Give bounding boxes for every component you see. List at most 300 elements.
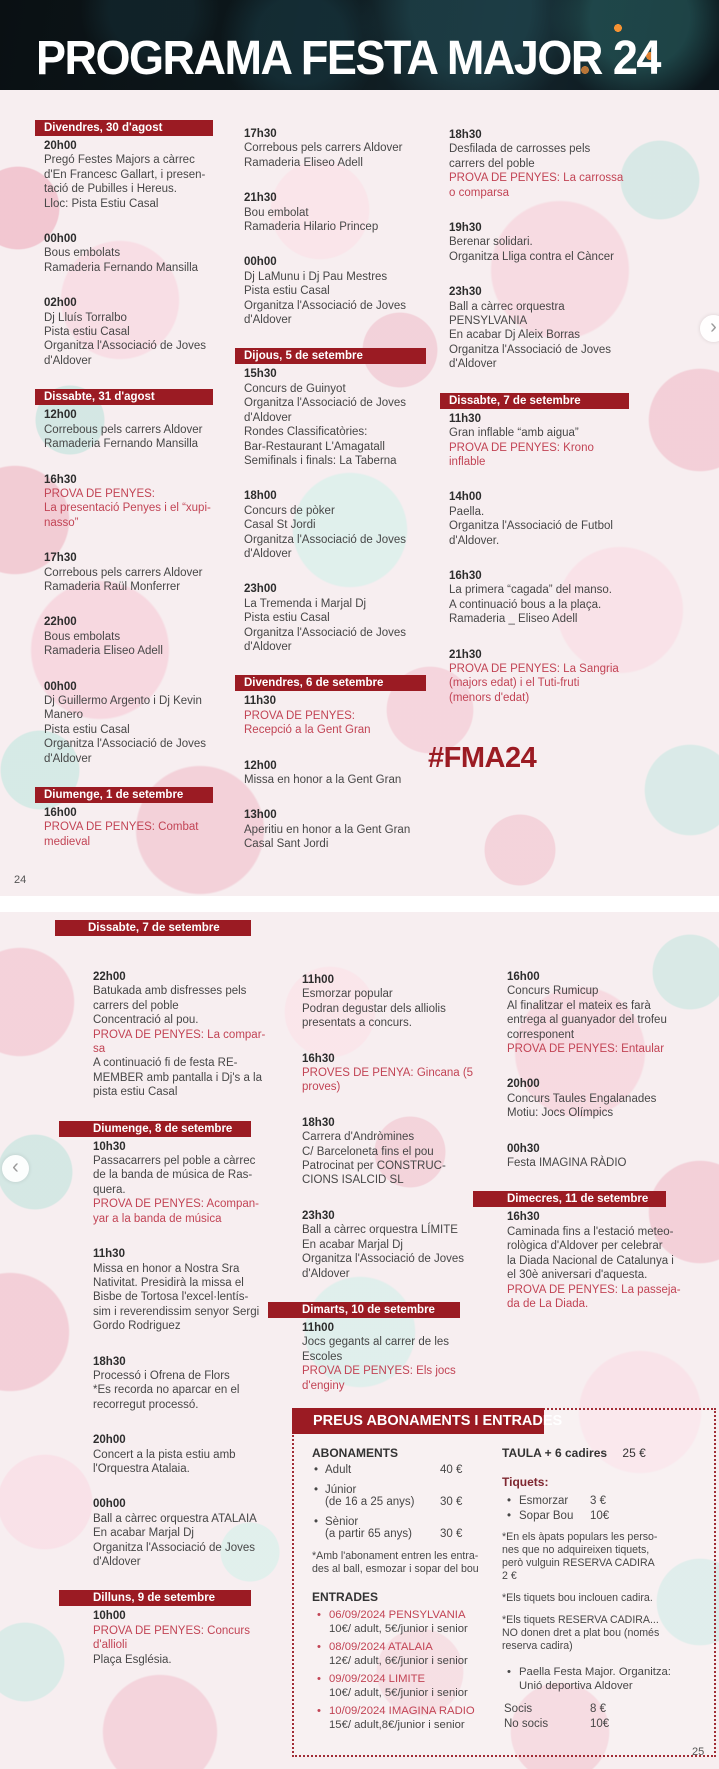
event-block xyxy=(44,408,213,451)
bullet-icon: • xyxy=(317,1609,321,1621)
abonament-label: Adult xyxy=(325,1464,352,1476)
event-line: Semifinals i finals: La Taberna xyxy=(244,454,397,467)
entrades-heading: ENTRADES xyxy=(312,1590,379,1604)
event-time: 21h30 xyxy=(449,648,482,661)
event-line: MEMBER amb pantalla i Dj's a la xyxy=(93,1071,263,1084)
event-time: 15h30 xyxy=(244,368,277,381)
socis-label: Socis xyxy=(504,1703,533,1715)
prova-line: da de La Diada. xyxy=(507,1297,589,1310)
event-line: Jocs gegants al carrer de les xyxy=(302,1336,450,1349)
event-line: Bisbe de Tortosa l'excel·lentís- xyxy=(93,1291,249,1304)
event-line: C/ Barceloneta fins el pou xyxy=(302,1145,434,1158)
prova-line: PROVA DE PENYES: Els jocs xyxy=(302,1365,456,1378)
event-line: Casal Sant Jordi xyxy=(244,838,329,851)
abonament-price: 30 € xyxy=(440,1496,463,1508)
tiquet-label: Sopar Bou xyxy=(519,1510,574,1522)
tiquet-item xyxy=(502,1510,704,1522)
event-line: d'Aldover xyxy=(244,411,292,424)
event-line: Organitza l'Associació de Joves xyxy=(449,343,611,356)
event-block xyxy=(244,127,426,170)
abonament-sub: (a partir 65 anys) xyxy=(325,1528,412,1540)
date-header-bar: Dilluns, 9 de setembre xyxy=(59,1590,251,1606)
event-block xyxy=(449,490,629,548)
entrada-item xyxy=(312,1608,488,1636)
event-block xyxy=(44,296,213,368)
taula-price: 25 € xyxy=(622,1446,646,1460)
event-line: Ramaderia Fernando Mansilla xyxy=(44,438,199,451)
note-line: *Els tiquets RESERVA CADIRA... xyxy=(502,1614,659,1626)
note-line: NO donen dret a plat bou (només xyxy=(502,1627,660,1639)
paella-line: Paella Festa Major. Organitza: xyxy=(519,1666,671,1678)
event-block xyxy=(449,412,629,470)
abonament-label: Sènior xyxy=(325,1516,359,1528)
abonament-price: 30 € xyxy=(440,1528,463,1540)
entrada-item xyxy=(312,1704,488,1732)
event-time: 11h30 xyxy=(93,1248,125,1261)
event-line: d'Aldover. xyxy=(449,534,500,547)
event-line: Concurs de Guinyot xyxy=(244,382,346,395)
abonaments-heading: ABONAMENTS xyxy=(312,1446,398,1460)
event-line: d'Aldover xyxy=(244,547,292,560)
event-block xyxy=(93,1247,260,1333)
event-line: tació de Pubilles i Hereus. xyxy=(44,183,177,196)
entrada-name: 08/09/2024 ATALAIA xyxy=(329,1641,433,1653)
event-line: Gordo Rodriguez xyxy=(93,1320,181,1333)
event-time: 16h30 xyxy=(44,473,77,486)
event-line: Concurs de pòker xyxy=(244,504,335,517)
event-line: Aperitiu en honor a la Gent Gran xyxy=(244,823,411,836)
event-line: el 30è aniversari d'aquesta. xyxy=(507,1269,648,1282)
event-line: Bous embolats xyxy=(44,247,121,260)
event-block xyxy=(302,1209,464,1281)
event-time: 18h30 xyxy=(449,129,482,141)
event-block xyxy=(244,759,426,788)
socis-price: 8 € xyxy=(590,1703,606,1715)
event-line: Pista estiu Casal xyxy=(44,723,130,736)
abonament-label: Júnior xyxy=(325,1484,357,1496)
event-line: Nativitat. Presidirà la missa el xyxy=(93,1276,244,1289)
note-line: *Els tiquets bou inclouen cadira. xyxy=(502,1592,653,1604)
tiquets-list xyxy=(502,1495,704,1522)
entrada-detail: 10€/ adult, 5€/junior i senior xyxy=(329,1687,468,1699)
event-line: corresponent xyxy=(507,1028,575,1041)
event-block xyxy=(507,1142,666,1171)
event-time: 11h30 xyxy=(449,412,481,425)
event-block xyxy=(93,1355,251,1413)
tiquet-item xyxy=(502,1495,704,1507)
chevron-right-icon: › xyxy=(710,316,717,338)
event-line: rològica d'Aldover per celebrar xyxy=(507,1240,663,1253)
event-time: 16h00 xyxy=(44,807,77,819)
prova-line: Recepció a la Gent Gran xyxy=(244,724,371,737)
abonament-price: 40 € xyxy=(440,1464,463,1476)
event-block xyxy=(244,255,426,327)
entrada-item xyxy=(312,1672,488,1700)
schedule-column-1 xyxy=(35,90,213,870)
event-block xyxy=(449,569,629,627)
prova-line: PROVA DE PENYES: xyxy=(44,487,155,500)
schedule-column-1 xyxy=(59,912,266,1688)
event-time: 18h30 xyxy=(93,1355,126,1368)
event-line: Concurs Rumicup xyxy=(507,985,599,998)
event-line: La Tremenda i Marjal Dj xyxy=(244,597,367,610)
event-line: presentats a concurs. xyxy=(302,1017,412,1030)
event-line: Organitza l'Associació de Futbol xyxy=(449,520,613,533)
schedule-column-2 xyxy=(235,90,426,873)
abonament-sub: (de 16 a 25 anys) xyxy=(325,1496,415,1508)
paella-item xyxy=(502,1665,704,1693)
event-line: Escoles xyxy=(302,1350,343,1363)
event-time: 00h00 xyxy=(44,233,77,246)
event-line: Correbous pels carrers Aldover xyxy=(244,142,403,155)
event-line: Correbous pels carrers Aldover xyxy=(44,566,203,579)
event-line: Concentració al pou. xyxy=(93,1014,199,1027)
event-block xyxy=(302,1321,460,1393)
prova-line: d'allioli xyxy=(93,1639,128,1652)
event-time: 18h00 xyxy=(244,490,277,503)
event-line: Plaça Església. xyxy=(93,1653,172,1666)
event-line: Patrocinat per CONSTRUC- xyxy=(302,1160,446,1173)
event-block xyxy=(244,694,426,737)
bullet-icon: • xyxy=(317,1641,321,1653)
event-line: entrega al guanyador del trofeu xyxy=(507,1014,667,1027)
event-line: Rondes Classificatòries: xyxy=(244,426,368,439)
abonament-note xyxy=(312,1550,488,1576)
date-header-bar: Divendres, 6 de setembre xyxy=(235,675,426,691)
event-line: A continuació bous a la plaça. xyxy=(449,598,602,611)
event-block xyxy=(449,128,629,200)
entrada-detail: 10€/ adult, 5€/junior i senior xyxy=(329,1623,468,1635)
paella-line: Unió deportiva Aldover xyxy=(519,1680,633,1692)
event-time: 23h30 xyxy=(302,1209,335,1222)
event-line: Desfilada de carrosses pels xyxy=(449,143,591,156)
event-line: d'Aldover xyxy=(44,752,92,765)
event-line: d'Aldover xyxy=(449,358,497,371)
event-line: En acabar Marjal Dj xyxy=(302,1238,403,1251)
tiquet-note xyxy=(502,1614,704,1653)
event-time: 14h00 xyxy=(449,491,482,504)
event-block xyxy=(302,1052,474,1095)
event-line: Ball a càrrec orquestra LÍMITE xyxy=(302,1224,458,1237)
taula-row xyxy=(502,1446,704,1460)
event-time: 00h00 xyxy=(93,1498,126,1511)
note-line: *Amb l'abonament entren les entra- xyxy=(312,1550,479,1562)
event-line: Pista estiu Casal xyxy=(244,285,330,298)
event-time: 17h30 xyxy=(44,552,77,565)
socis-list xyxy=(502,1703,704,1730)
event-line: la Diada Nacional de Catalunya i xyxy=(507,1254,674,1267)
prova-line: PROVA DE PENYES: Entaular xyxy=(507,1043,665,1056)
program-page-25 xyxy=(0,912,719,1769)
event-line: Berenar solidari. xyxy=(449,236,533,249)
event-line: Manero xyxy=(44,709,83,722)
socis-row xyxy=(502,1718,704,1730)
event-line: Ramaderia Eliseo Adell xyxy=(44,645,163,658)
entrada-name: 06/09/2024 PENSYLVANIA xyxy=(329,1609,466,1621)
tiquets-notes xyxy=(502,1531,704,1653)
event-line: de la banda de música de Ras- xyxy=(93,1169,253,1182)
abonament-item xyxy=(312,1464,488,1476)
event-time: 16h30 xyxy=(449,569,482,582)
prices-box xyxy=(292,1408,716,1757)
date-header-bar: Dimecres, 11 de setembre xyxy=(473,1191,666,1207)
abonaments-list xyxy=(312,1464,488,1540)
prova-line: PROVA DE PENYES: La passeja- xyxy=(507,1283,681,1296)
event-line: En acabar Dj Aleix Borras xyxy=(449,329,581,342)
prova-line: sa xyxy=(93,1043,106,1056)
event-line: Organitza l'Associació de Joves xyxy=(244,299,406,312)
prova-line: La presentació Penyes i el “xupi- xyxy=(44,502,211,515)
note-line: reserva cadira) xyxy=(502,1640,573,1652)
event-time: 16h00 xyxy=(507,971,540,983)
prices-left-column xyxy=(312,1446,488,1736)
event-time: 23h30 xyxy=(449,286,482,299)
event-time: 20h00 xyxy=(93,1434,126,1447)
event-block xyxy=(449,221,629,264)
prova-line: PROVA DE PENYES: La carrossa xyxy=(449,172,624,185)
event-block xyxy=(244,808,426,851)
prova-line: nasso” xyxy=(44,516,79,529)
event-block xyxy=(44,473,213,531)
event-time: 10h30 xyxy=(93,1140,126,1153)
event-line: Lloc: Pista Estiu Casal xyxy=(44,197,159,210)
socis-row xyxy=(502,1703,704,1715)
event-line: Dj Guillermo Argento i Dj Kevin xyxy=(44,694,202,707)
event-line: Organitza l'Associació de Joves xyxy=(244,397,406,410)
event-line: Missa en honor a la Gent Gran xyxy=(244,774,402,786)
event-line: carrers del poble xyxy=(93,999,179,1012)
prova-line: medieval xyxy=(44,835,91,848)
event-time: 21h30 xyxy=(244,192,277,205)
event-line: Concert a la pista estiu amb xyxy=(93,1448,236,1461)
event-line: l'Orquestra Atalaia. xyxy=(93,1462,190,1475)
prova-line: o comparsa xyxy=(449,186,510,199)
event-line: Dj LaMunu i Dj Pau Mestres xyxy=(244,270,388,283)
entrada-detail: 12€/ adult, 6€/junior i senior xyxy=(329,1655,468,1667)
event-block xyxy=(44,139,213,211)
event-line: d'Aldover xyxy=(244,640,292,653)
event-line: Ramaderia Fernando Mansilla xyxy=(44,261,199,274)
date-header-bar: Dissabte, 7 de setembre xyxy=(55,920,251,936)
event-line: Organitza l'Associació de Joves xyxy=(44,738,206,751)
event-line: Bar-Restaurant L'Amagatall xyxy=(244,440,385,453)
event-line: Organitza l'Associació de Joves xyxy=(244,533,406,546)
entrada-name: 09/09/2024 LIMITE xyxy=(329,1673,426,1685)
prices-right-column xyxy=(502,1446,704,1730)
socis-label: No socis xyxy=(504,1718,549,1730)
event-line: Carrera d'Andròmines xyxy=(302,1131,415,1144)
event-line: Organitza l'Associació de Joves xyxy=(44,340,206,353)
event-line: d'Aldover xyxy=(93,1556,141,1568)
event-block xyxy=(302,1116,460,1188)
event-time: 18h30 xyxy=(302,1116,335,1129)
event-line: Pista estiu Casal xyxy=(44,326,130,339)
event-line: Ramaderia _ Eliseo Adell xyxy=(449,613,578,626)
event-time: 22h00 xyxy=(93,971,126,983)
bullet-icon: • xyxy=(317,1673,321,1685)
date-header-bar: Dimarts, 10 de setembre xyxy=(268,1302,460,1318)
event-line: Paella. xyxy=(449,505,485,518)
abonament-item xyxy=(312,1516,488,1540)
prova-line: PROVA DE PENYES: Concurs xyxy=(93,1624,251,1637)
program-page-24 xyxy=(0,90,719,896)
event-block xyxy=(244,191,426,234)
bullet-icon: • xyxy=(314,1464,319,1476)
event-block xyxy=(244,367,426,468)
event-line: carrers del poble xyxy=(449,157,535,170)
event-line: Organitza l'Associació de Joves xyxy=(93,1541,255,1554)
event-line: Passacarrers pel poble a càrrec xyxy=(93,1155,256,1168)
event-line: Caminada fins a l'estació meteo- xyxy=(507,1225,674,1238)
event-line: d'Aldover xyxy=(44,354,92,367)
event-line: Ball a càrrec orquestra ATALAIA xyxy=(93,1512,257,1525)
prova-line: yar a la banda de música xyxy=(93,1212,222,1225)
entrada-name: 10/09/2024 IMAGINA RADIO xyxy=(329,1705,475,1717)
schedule-column-3 xyxy=(440,90,629,726)
event-block xyxy=(44,680,213,766)
event-block xyxy=(44,806,213,849)
bullet-icon: • xyxy=(507,1495,512,1507)
event-line: sim i reverendissim senyor Sergi xyxy=(93,1305,260,1318)
bullet-icon: • xyxy=(314,1484,319,1496)
event-time: 00h00 xyxy=(244,256,277,269)
note-line: nes que no adquireixen tiquets, xyxy=(502,1544,650,1556)
event-line: d'Aldover xyxy=(244,314,292,327)
entrada-item xyxy=(312,1640,488,1668)
header-photo xyxy=(0,0,719,90)
event-line: quera. xyxy=(93,1183,126,1196)
event-line: recorregut processó. xyxy=(93,1398,199,1411)
schedule-column-3 xyxy=(473,912,681,1332)
event-block xyxy=(244,489,426,561)
event-block xyxy=(93,1497,257,1569)
event-line: Bous embolats xyxy=(44,630,121,643)
prices-box-title: PREUS ABONAMENTS I ENTRADES xyxy=(292,1408,544,1434)
event-line: pista estiu Casal xyxy=(93,1086,178,1099)
schedule-column-2 xyxy=(268,912,474,1414)
entrada-detail: 15€/ adult,8€/junior i senior xyxy=(329,1719,465,1731)
event-line: Casal St Jordi xyxy=(244,519,316,532)
event-line: Gran inflable “amb aigua” xyxy=(449,427,579,440)
tiquet-price: 10€ xyxy=(590,1510,610,1522)
event-line: Podran degustar dels alliolis xyxy=(302,1002,446,1015)
event-time: 02h00 xyxy=(44,297,77,310)
prova-line: (majors edat) i el Tuti-fruti xyxy=(449,677,580,690)
date-header-bar: Diumenge, 8 de setembre xyxy=(59,1121,251,1137)
note-line: però vulguin RESERVA CADIRA xyxy=(502,1557,655,1569)
event-line: La primera “cagada” del manso. xyxy=(449,584,612,597)
event-time: 23h00 xyxy=(244,583,277,596)
page-number-25: 25 xyxy=(692,1746,705,1758)
date-header-bar: Diumenge, 1 de setembre xyxy=(35,787,213,803)
event-line: Ramaderia Raül Monferrer xyxy=(44,580,181,593)
bullet-icon: • xyxy=(317,1705,321,1717)
event-line: Organitza Lliga contra el Càncer xyxy=(449,250,614,263)
event-line: Dj Lluís Torralbo xyxy=(44,311,127,324)
event-line: Missa en honor a Nostra Sra xyxy=(93,1262,240,1275)
event-time: 11h00 xyxy=(302,974,334,986)
taula-label: TAULA + 6 cadires xyxy=(502,1446,608,1460)
hashtag-fma24: #FMA24 xyxy=(428,742,537,774)
event-line: Ball a càrrec orquestra xyxy=(449,300,565,313)
tiquet-note xyxy=(502,1531,704,1583)
date-header-bar: Dissabte, 7 de setembre xyxy=(440,393,629,409)
event-block xyxy=(244,582,426,654)
page-title: PROGRAMA FESTA MAJOR 24 xyxy=(36,29,660,85)
event-time: 10h00 xyxy=(93,1610,126,1623)
prova-line: inflable xyxy=(449,455,486,468)
event-line: Motiu: Jocs Olímpics xyxy=(507,1107,614,1120)
date-header-bar: Dissabte, 31 d'agost xyxy=(35,389,213,405)
event-line: Festa IMAGINA RÀDIO xyxy=(507,1157,627,1170)
event-block xyxy=(449,285,629,371)
event-time: 13h00 xyxy=(244,809,277,822)
event-line: CIONS ISALCID SL xyxy=(302,1174,404,1187)
event-time: 22h00 xyxy=(44,616,77,629)
event-line: Ramaderia Eliseo Adell xyxy=(244,156,363,169)
event-block xyxy=(507,1210,681,1311)
event-line: d'Aldover xyxy=(302,1267,350,1280)
event-block xyxy=(44,551,213,594)
event-block xyxy=(449,648,629,706)
event-time: 00h00 xyxy=(44,680,77,693)
prova-line: PROVA DE PENYES: Krono xyxy=(449,441,594,454)
prova-line: PROVA DE PENYES: Acompan- xyxy=(93,1198,259,1211)
prova-line: PROVA DE PENYES: Combat xyxy=(44,821,199,834)
prova-line: proves) xyxy=(302,1081,341,1094)
note-line: 2 € xyxy=(502,1570,517,1582)
event-block xyxy=(507,970,666,1056)
event-time: 20h00 xyxy=(44,140,77,152)
prova-line: PROVA DE PENYES: xyxy=(244,709,355,722)
event-time: 11h30 xyxy=(244,695,276,708)
event-time: 19h30 xyxy=(449,222,482,235)
next-page-button[interactable] xyxy=(700,315,719,342)
tiquets-heading: Tiquets: xyxy=(502,1475,549,1489)
event-block xyxy=(93,1433,251,1476)
bullet-icon: • xyxy=(314,1516,319,1528)
event-block xyxy=(44,615,213,658)
entrades-list xyxy=(312,1608,488,1732)
note-line: des al ball, esmozar i sopar del bou xyxy=(312,1563,479,1575)
previous-page-button[interactable] xyxy=(2,1155,29,1182)
event-line: Pista estiu Casal xyxy=(244,612,330,625)
event-time: 16h30 xyxy=(302,1052,335,1065)
event-line: Processó i Ofrena de Flors xyxy=(93,1369,230,1382)
event-line: d'En Francesc Gallart, i presen- xyxy=(44,168,206,181)
event-time: 17h30 xyxy=(244,128,277,140)
event-time: 20h00 xyxy=(507,1078,540,1091)
event-time: 11h00 xyxy=(302,1321,334,1334)
event-block xyxy=(93,1609,251,1667)
event-line: Batukada amb disfresses pels xyxy=(93,985,247,998)
date-header-bar: Divendres, 30 d'agost xyxy=(35,120,213,136)
prova-line: PROVA DE PENYES: La compar- xyxy=(93,1028,266,1041)
event-line: Organitza l'Associació de Joves xyxy=(302,1253,464,1266)
event-block xyxy=(44,232,213,275)
event-line: Esmorzar popular xyxy=(302,988,393,1001)
prova-line: PROVES DE PENYA: Gincana (5 xyxy=(302,1067,474,1080)
date-header-bar: Dijous, 5 de setembre xyxy=(235,348,426,364)
prova-line: d'enginy xyxy=(302,1379,345,1392)
abonament-item xyxy=(312,1484,488,1508)
event-block xyxy=(507,1077,666,1120)
event-time: 00h30 xyxy=(507,1142,540,1155)
chevron-left-icon: ‹ xyxy=(12,1156,19,1178)
page-number-24: 24 xyxy=(14,874,27,886)
event-line: Bou embolat xyxy=(244,206,309,219)
event-line: Concurs Taules Engalanades xyxy=(507,1092,657,1105)
